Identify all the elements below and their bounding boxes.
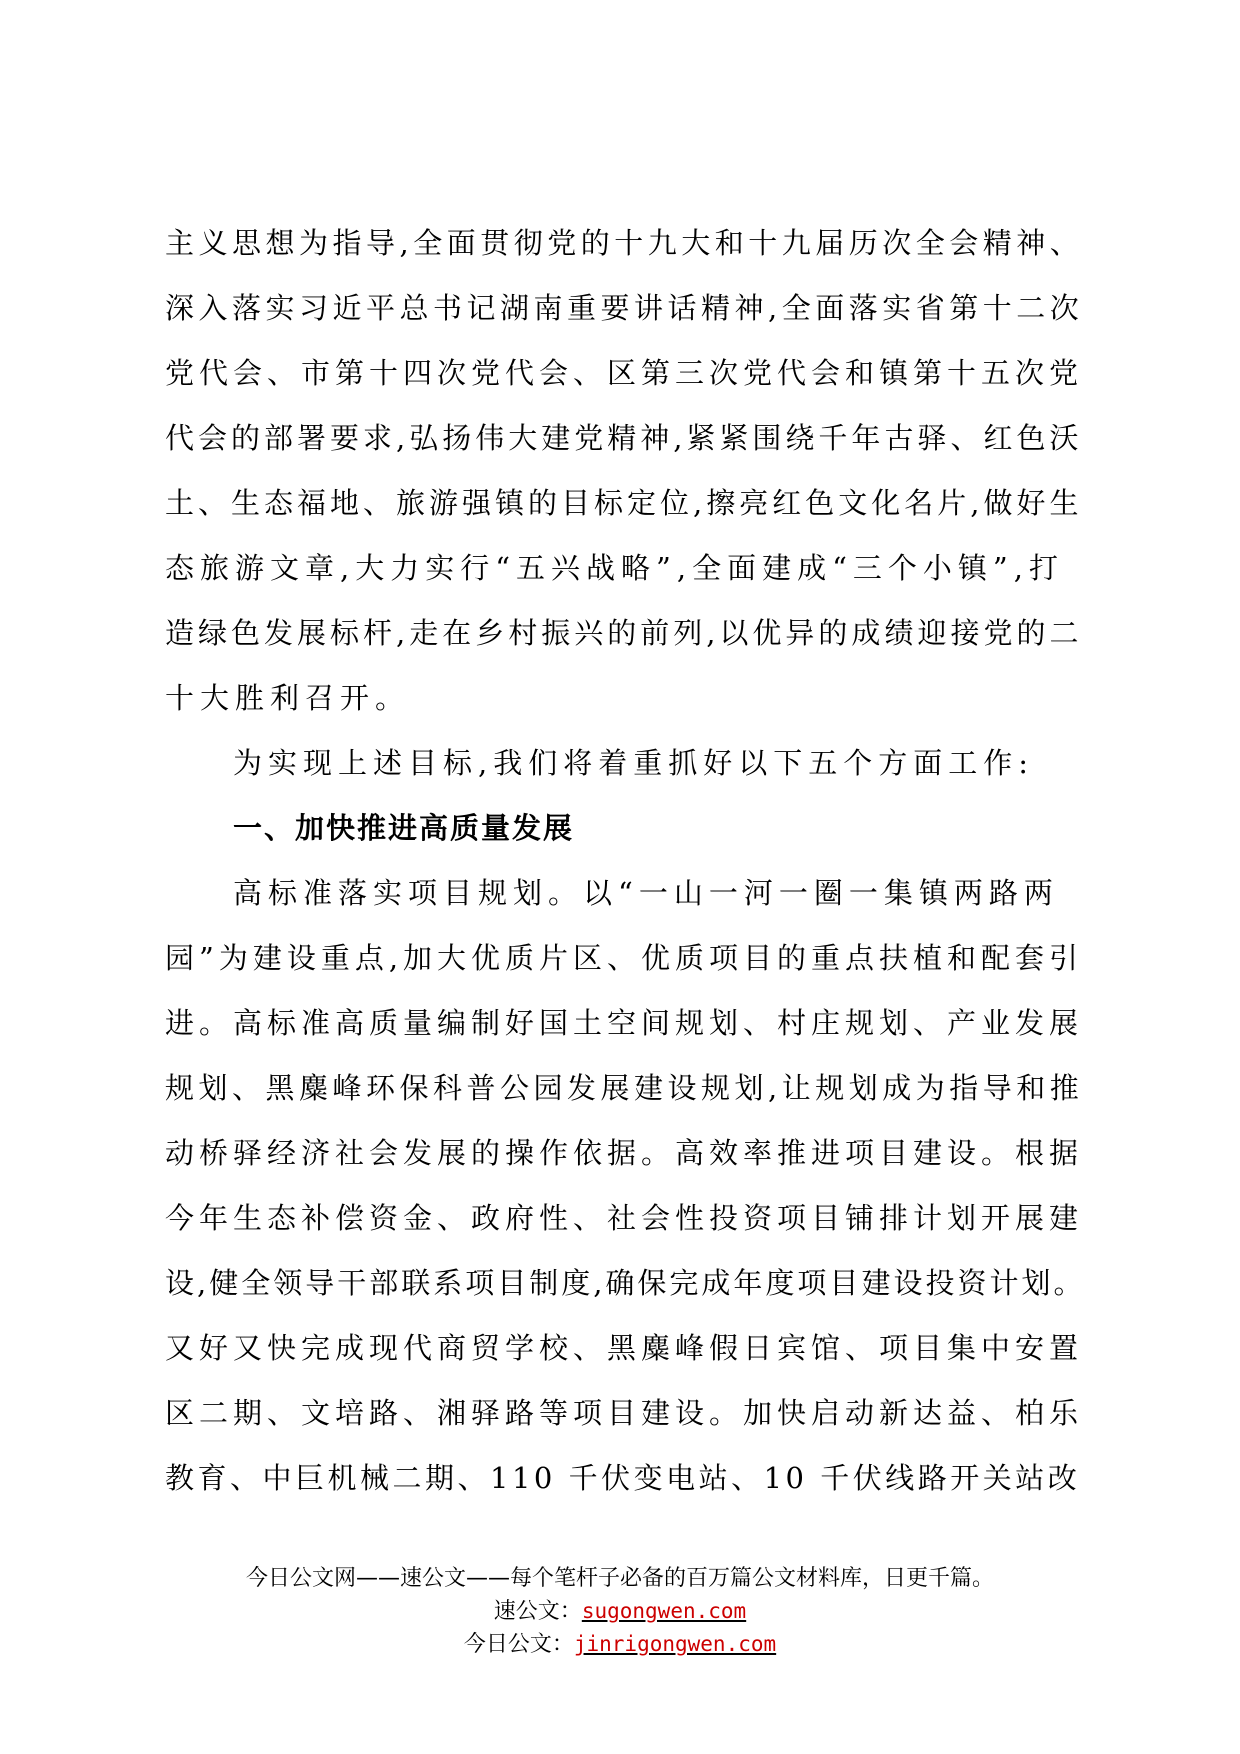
paragraph-line: 动桥驿经济社会发展的操作依据。高效率推进项目建设。根据 — [165, 1136, 1084, 1170]
paragraph-line: 又好又快完成现代商贸学校、黑麋峰假日宾馆、项目集中安置 — [165, 1331, 1084, 1365]
paragraph-line: 主义思想为指导,全面贯彻党的十九大和十九届历次全会精神、 — [165, 226, 1084, 260]
paragraph-line: 造绿色发展标杆,走在乡村振兴的前列,以优异的成绩迎接党的二 — [165, 616, 1083, 650]
paragraph-line: 土、生态福地、旅游强镇的目标定位,擦亮红色文化名片,做好生 — [165, 486, 1083, 520]
document-body — [165, 211, 1085, 1511]
footer-site-1 — [0, 1595, 1240, 1628]
footer-site-1-link[interactable]: sugongwen.com — [581, 1599, 747, 1623]
footer-site-1-label: 速公文： — [493, 1599, 582, 1624]
section-heading: 一、加快推进高质量发展 — [233, 811, 575, 845]
footer-site-2 — [0, 1628, 1240, 1661]
paragraph-line: 教育、中巨机械二期、110 千伏变电站、10 千伏线路开关站改 — [165, 1461, 1081, 1495]
paragraph-line: 党代会、市第十四次党代会、区第三次党代会和镇第十五次党 — [165, 356, 1084, 390]
paragraph-line: 规划、黑麋峰环保科普公园发展建设规划,让规划成为指导和推 — [165, 1071, 1084, 1105]
footer-site-2-link[interactable]: jinrigongwen.com — [573, 1632, 777, 1656]
paragraph-line: 区二期、文培路、湘驿路等项目建设。加快启动新达益、柏乐 — [165, 1396, 1084, 1430]
paragraph-line: 高标准落实项目规划。以“一山一河一圈一集镇两路两 — [233, 876, 1059, 910]
page-footer — [0, 1562, 1240, 1661]
paragraph-line: 态旅游文章,大力实行“五兴战略”,全面建成“三个小镇”,打 — [165, 551, 1064, 585]
paragraph-line: 代会的部署要求,弘扬伟大建党精神,紧紧围绕千年古驿、红色沃 — [165, 421, 1083, 455]
paragraph-line: 今年生态补偿资金、政府性、社会性投资项目铺排计划开展建 — [165, 1201, 1084, 1235]
paragraph-line: 进。高标准高质量编制好国土空间规划、村庄规划、产业发展 — [165, 1006, 1084, 1040]
footer-site-2-label: 今日公文： — [463, 1632, 574, 1657]
paragraph-line: 十大胜利召开。 — [165, 681, 411, 715]
paragraph-line: 设,健全领导干部联系项目制度,确保完成年度项目建设投资计划。 — [165, 1266, 1086, 1300]
paragraph-line: 园”为建设重点,加大优质片区、优质项目的重点扶植和配套引 — [165, 941, 1084, 975]
footer-slogan: 今日公文网——速公文——每个笔杆子必备的百万篇公文材料库，日更千篇。 — [245, 1566, 994, 1591]
paragraph-line: 深入落实习近平总书记湖南重要讲话精神,全面落实省第十二次 — [165, 291, 1084, 325]
paragraph-line: 为实现上述目标,我们将着重抓好以下五个方面工作: — [233, 746, 1034, 780]
